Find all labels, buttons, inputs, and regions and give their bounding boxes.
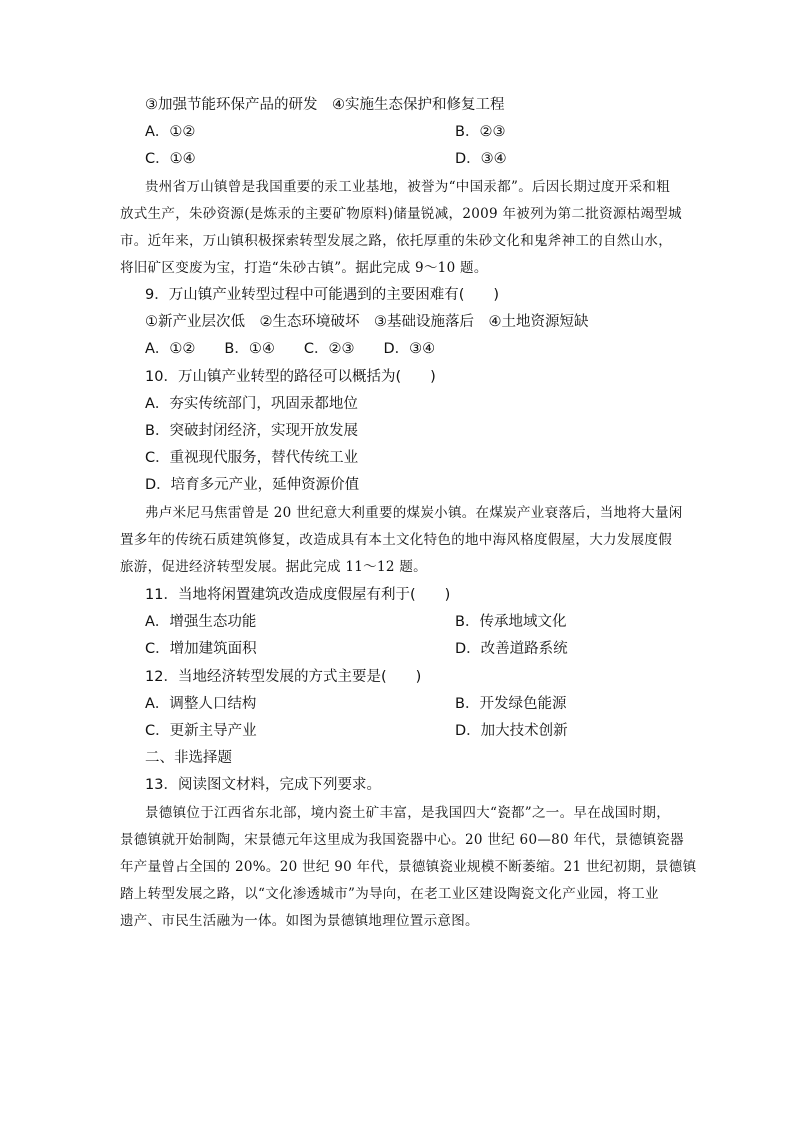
q10-option-a: A．夯实传统部门，巩固汞都地位 <box>145 396 358 412</box>
q10-option-c: C．重视现代服务，替代传统工业 <box>145 450 359 466</box>
q8-items: ③加强节能环保产品的研发 ④实施生态保护和修复工程 <box>145 97 505 113</box>
q8-option-c: C．①④ <box>145 151 196 167</box>
q12-option-b: B．开发绿色能源 <box>455 696 567 712</box>
q9-stem: 9．万山镇产业转型过程中可能遇到的主要困难有( ) <box>145 287 500 303</box>
q8-option-d: D．③④ <box>455 151 507 167</box>
passage3-line: 景德镇就开始制陶，宋景德元年这里成为我国瓷器中心。20 世纪 60—80 年代，景德镇瓷器 <box>120 832 684 848</box>
q11-option-c: C．增加建筑面积 <box>145 641 257 657</box>
passage1-line: 贵州省万山镇曾是我国重要的汞工业基地，被誉为“中国汞都”。后因长期过度开采和粗 <box>145 179 671 195</box>
q10-stem: 10．万山镇产业转型的路径可以概括为( ) <box>145 369 436 385</box>
q8-option-b: B．②③ <box>455 124 506 140</box>
section-heading: 二、非选择题 <box>145 750 232 766</box>
passage3-line: 年产量曾占全国的 20%。20 世纪 90 年代，景德镇瓷业规模不断萎缩。21 世纪初期，景德镇 <box>120 859 697 875</box>
q10-option-b: B．突破封闭经济，实现开放发展 <box>145 423 358 439</box>
passage1-line: 将旧矿区变废为宝，打造“朱砂古镇”。据此完成 9～10 题。 <box>120 260 488 276</box>
q11-option-a: A．增强生态功能 <box>145 614 257 630</box>
q12-option-d: D．加大技术创新 <box>455 723 568 739</box>
q12-option-a: A．调整人口结构 <box>145 696 257 712</box>
q11-option-b: B．传承地域文化 <box>455 614 567 630</box>
q11-option-d: D．改善道路系统 <box>455 641 568 657</box>
passage1-line: 放式生产，朱砂资源(是炼汞的主要矿物原料)储量锐减，2009 年被列为第二批资源枯竭型城 <box>120 206 682 222</box>
passage2-line: 旅游，促进经济转型发展。据此完成 11～12 题。 <box>120 559 427 575</box>
q8-option-a: A．①② <box>145 124 196 140</box>
passage3-line: 遗产、市民生活融为一体。如图为景德镇地理位置示意图。 <box>120 913 479 929</box>
q9-options: A．①② B．①④ C．②③ D．③④ <box>145 341 436 357</box>
q13-stem: 13．阅读图文材料，完成下列要求。 <box>145 777 381 793</box>
q12-stem: 12．当地经济转型发展的方式主要是( ) <box>145 669 422 685</box>
passage2-line: 弗卢米尼马焦雷曾是 20 世纪意大利重要的煤炭小镇。在煤炭产业衰落后，当地将大量闲 <box>145 505 683 521</box>
q11-stem: 11．当地将闲置建筑改造成度假屋有利于( ) <box>145 587 451 603</box>
q10-option-d: D．培育多元产业，延伸资源价值 <box>145 477 360 493</box>
q9-items: ①新产业层次低 ②生态环境破坏 ③基础设施落后 ④土地资源短缺 <box>145 314 589 330</box>
passage3-line: 景德镇位于江西省东北部，境内瓷土矿丰富，是我国四大“瓷都”之一。早在战国时期， <box>145 805 671 821</box>
passage1-line: 市。近年来，万山镇积极探索转型发展之路，依托厚重的朱砂文化和鬼斧神工的自然山水， <box>120 233 672 249</box>
passage2-line: 置多年的传统石质建筑修复，改造成具有本土文化特色的地中海风格度假屋，大力发展度假 <box>120 532 672 548</box>
passage3-line: 踏上转型发展之路，以“文化渗透城市”为导向，在老工业区建设陶瓷文化产业园，将工业 <box>120 886 659 902</box>
q12-option-c: C．更新主导产业 <box>145 723 257 739</box>
